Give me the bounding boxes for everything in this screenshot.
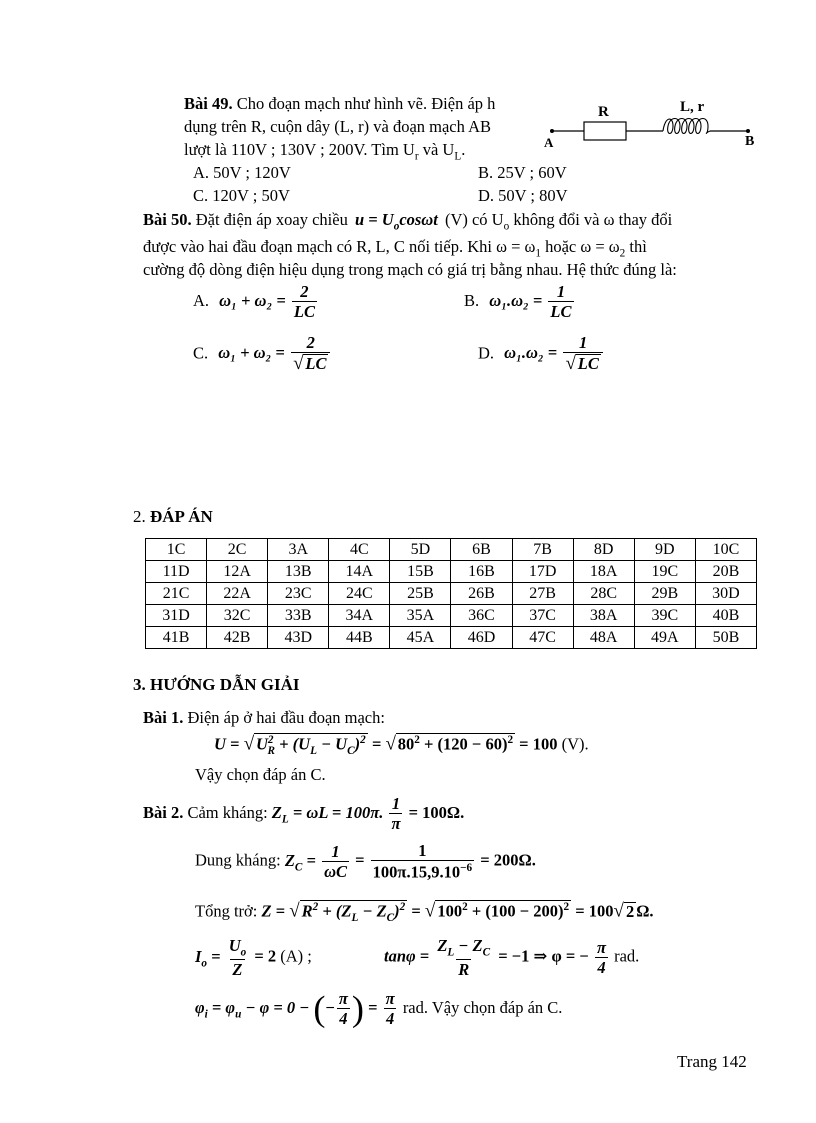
answer-cell: 24C [329,583,390,605]
answer-cell: 41B [146,627,207,649]
answer-cell: 34A [329,605,390,627]
node-b [746,129,750,133]
answer-cell: 19C [634,561,695,583]
answer-cell: 35A [390,605,451,627]
answer-cell: 31D [146,605,207,627]
answer-cell: 8D [573,539,634,561]
answer-cell: 10C [695,539,756,561]
answer-row [146,561,757,583]
answer-cell: 26B [451,583,512,605]
sol2-z: Tổng trở: Z = √ $R^2 + (Z_L - Z_C)^2$ = √ $100^2 + (100 - 200)^2 = 100√$ 2 Ω. [195,900,654,924]
answer-cell: 43D [268,627,329,649]
bai50-formula: $u = U_o\cos\omega t$ [354,210,438,233]
bai49-option-a: A. 50V ; 120V [193,163,291,182]
bai49-line1 [184,94,495,114]
answer-row [146,583,757,605]
answer-cell: 32C [207,605,268,627]
sol2-current: $I_o$ = $\frac{U_o}{Z}$ = 2 (A) ; [195,936,312,979]
sol1-intro: Bài 1. Điện áp ở hai đầu đoạn mạch: [143,708,385,727]
answer-cell: 3A [268,539,329,561]
answer-row [146,627,757,649]
answer-cell: 28C [573,583,634,605]
answer-cell: 23C [268,583,329,605]
page-number: Trang 142 [677,1052,747,1071]
answer-cell: 6B [451,539,512,561]
answer-cell: 38A [573,605,634,627]
bai50-number: Bài 50. [143,210,192,229]
bai49-text-1: Cho đoạn mạch như hình vẽ. Điện áp h [236,94,496,113]
bai49-line3: lượt là 110V ; 130V ; 200V. Tìm $U_r$ và $U_L$. [184,140,466,163]
bai50-line1: Bài 50. Đặt điện áp xoay chiều $u = U_o\cos\omega t$ (V) có $U_o$ không đổi và ω thay đổi [143,210,673,233]
section3-heading: 3. HƯỚNG DẪN GIẢI [133,675,300,694]
label-r: R [598,104,609,120]
answer-cell: 33B [268,605,329,627]
answer-table [145,538,757,649]
answer-cell: 16B [451,561,512,583]
resistor-r [584,122,626,140]
answer-cell: 4C [329,539,390,561]
section2-heading: 2. ĐÁP ÁN [133,507,213,526]
answer-cell: 29B [634,583,695,605]
sol1-conclusion: Vậy chọn đáp án C. [195,765,326,784]
answer-cell: 13B [268,561,329,583]
circuit-diagram [540,94,765,152]
bai50-option-d: D. ω₁.ω₂ = $\frac{1}{√ LC}$ [478,334,605,375]
inductor-coil [663,119,710,134]
answer-cell: 7B [512,539,573,561]
answer-row [146,605,757,627]
answer-cell: 44B [329,627,390,649]
answer-cell: 36C [451,605,512,627]
bai50-line3: cường độ dòng điện hiệu dụng trong mạch có giá trị bằng nhau. Hệ thức đúng là: [143,260,677,279]
bai50-line2: được vào hai đầu đoạn mạch có R, L, C nối tiếp. Khi $\omega = \omega_1$ hoặc $\omega = \omega_2$ thì [143,237,647,260]
answer-cell: 22A [207,583,268,605]
answer-cell: 49A [634,627,695,649]
answer-cell: 2C [207,539,268,561]
bai49-option-d: D. 50V ; 80V [478,186,568,205]
node-a [550,129,554,133]
bai49-number: Bài 49. [184,94,233,113]
answer-row [146,539,757,561]
bai50-option-a: A. ω₁ + ω₂ = $\frac{2}{LC}$ [193,282,315,322]
sol2-phi: $\varphi_i = \varphi_u - \varphi = 0$ − (− $\frac{\pi}{4}$ ) = $\frac{\pi}{4}$ rad. Vậy chọn đáp án C. [195,988,563,1029]
answer-cell: 17D [512,561,573,583]
bai50-option-b: B. ω₁.ω₂ = $\frac{1}{LC}$ [464,282,572,322]
answer-cell: 39C [634,605,695,627]
answer-cell: 21C [146,583,207,605]
sol2-zc: Dung kháng: $Z_C$ = $\frac{1}{\omega C}$ = $\frac{1}{100\pi.15,9.10^{-6}}$ = 200Ω. [195,841,536,882]
answer-cell: 27B [512,583,573,605]
answer-cell: 45A [390,627,451,649]
answer-cell: 25B [390,583,451,605]
label-a: A [544,135,554,150]
bai50-option-c: C. ω₁ + ω₂ = $\frac{2}{√ LC}$ [193,334,332,375]
answer-cell: 20B [695,561,756,583]
answer-cell: 12A [207,561,268,583]
answer-cell: 40B [695,605,756,627]
answer-cell: 50B [695,627,756,649]
label-lr: L, r [680,99,705,115]
label-b: B [745,134,755,149]
answer-cell: 9D [634,539,695,561]
answer-cell: 15B [390,561,451,583]
answer-cell: 48A [573,627,634,649]
answer-cell: 42B [207,627,268,649]
bai49-option-c: C. 120V ; 50V [193,186,290,205]
answer-cell: 46D [451,627,512,649]
answer-cell: 47C [512,627,573,649]
bai49-line2: dụng trên R, cuộn dây (L, r) và đoạn mạch AB [184,117,492,136]
answer-cell: 5D [390,539,451,561]
sol2-zl: Bài 2. Cảm kháng: $Z_L = \omega L = 100\pi$. $\frac{1}{\pi}$ = 100Ω. [143,794,465,834]
answer-cell: 14A [329,561,390,583]
answer-cell: 1C [146,539,207,561]
bai49-option-b: B. 25V ; 60V [478,163,567,182]
answer-cell: 37C [512,605,573,627]
sol2-phase: tanφ = $\frac{Z_L - Z_C}{R}$ = −1 ⇒ φ = − $\frac{\pi}{4}$ rad. [384,936,640,979]
answer-cell: 11D [146,561,207,583]
answer-cell: 30D [695,583,756,605]
sol1-equation: U = √ $U^2_R + (U_L - U_C)^2$ = √ $80^2 + (120 - 60)^2 = 100$ (V). [214,733,589,757]
answer-cell: 18A [573,561,634,583]
